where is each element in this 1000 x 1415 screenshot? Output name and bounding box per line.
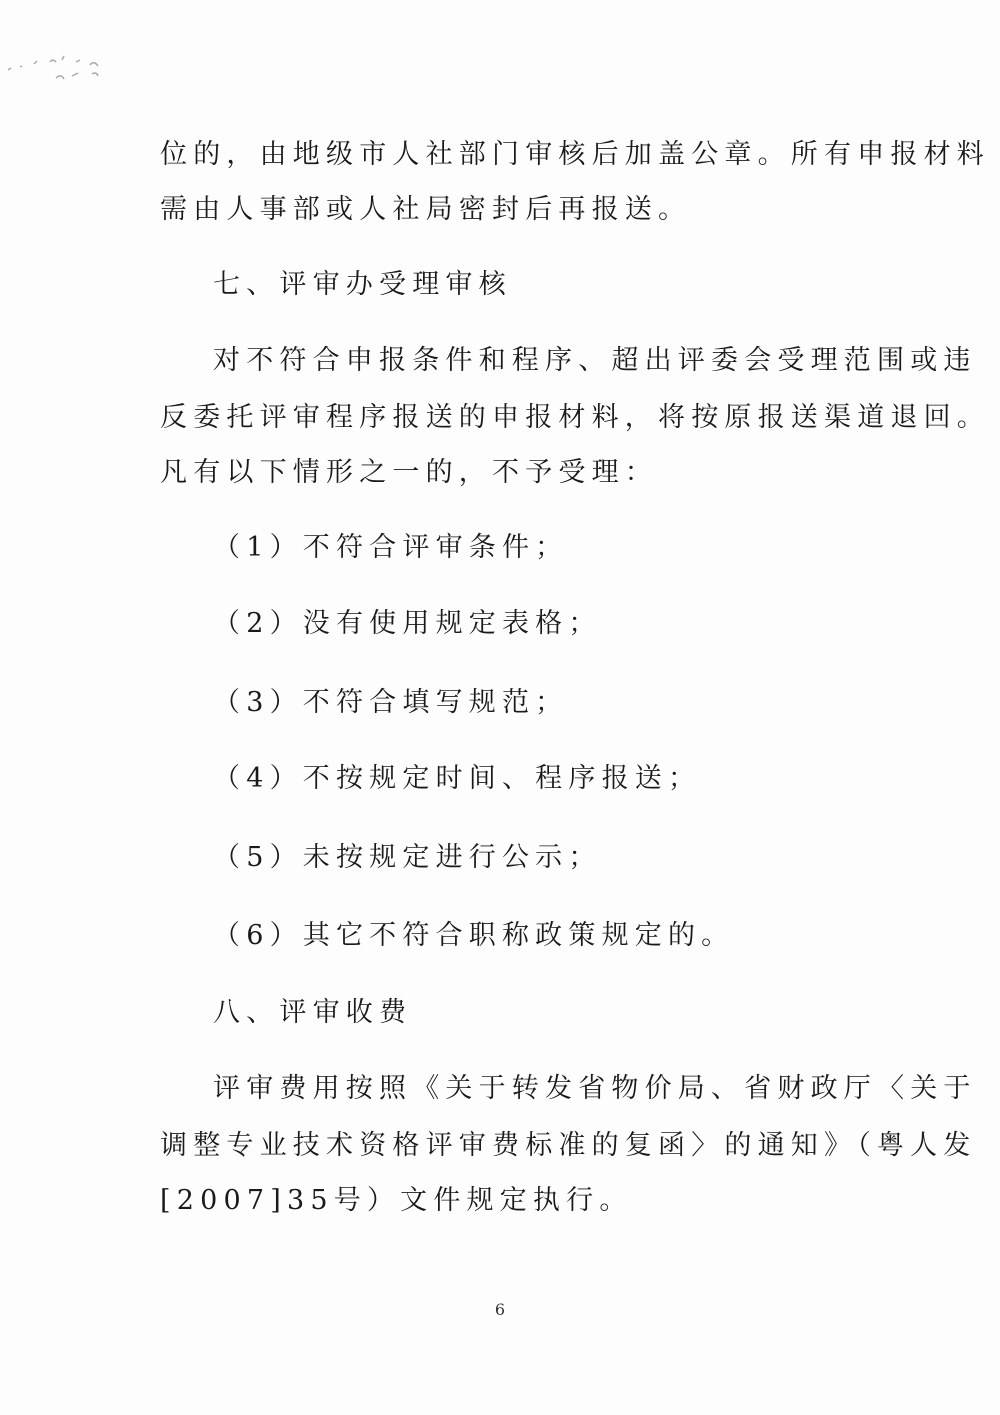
- section-heading: 七、评审办受理审核: [213, 269, 512, 300]
- list-item: （3）不符合填写规范；: [213, 687, 569, 718]
- paragraph-line: 对不符合申报条件和程序、超出评委会受理范围或违: [213, 345, 977, 376]
- paragraph-line: 需由人事部或人社局密封后再报送。: [160, 194, 692, 225]
- paragraph-line: 调整专业技术资格评审费标准的复函〉的通知》（粤人发: [160, 1130, 977, 1161]
- list-item: （1）不符合评审条件；: [213, 532, 569, 563]
- paragraph-line: 反委托评审程序报送的申报材料，将按原报送渠道退回。: [160, 402, 990, 433]
- list-item: （6）其它不符合职称政策规定的。: [213, 920, 735, 951]
- paragraph-line: 评审费用按照《关于转发省物价局、省财政厅〈关于: [213, 1073, 977, 1104]
- list-item: （5）未按规定进行公示；: [213, 842, 602, 873]
- page-number: 6: [494, 1300, 506, 1319]
- section-heading: 八、评审收费: [213, 997, 413, 1028]
- paragraph-line: 位的，由地级市人社部门审核后加盖公章。所有申报材料: [160, 139, 990, 170]
- list-item: （2）没有使用规定表格；: [213, 608, 602, 639]
- scan-mark-icon: [0, 40, 130, 110]
- list-item: （4）不按规定时间、程序报送；: [213, 763, 702, 794]
- paragraph-line: 凡有以下情形之一的，不予受理：: [160, 457, 658, 488]
- paragraph-line: [2007]35号）文件规定执行。: [160, 1185, 633, 1216]
